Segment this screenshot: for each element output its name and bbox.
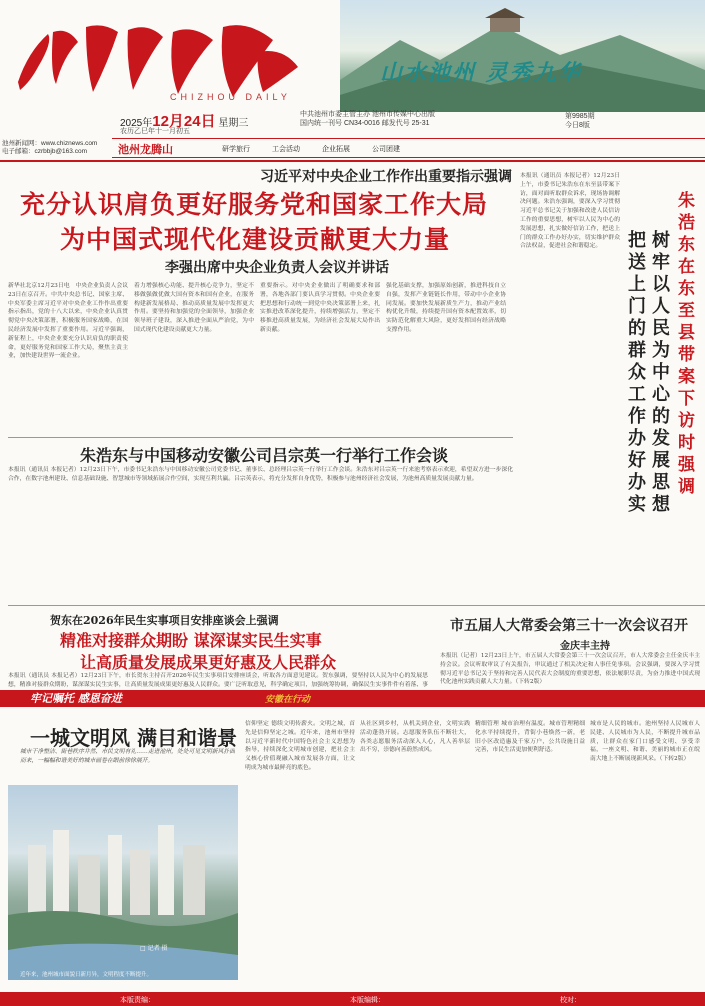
masthead-english-title: CHIZHOU DAILY (170, 92, 291, 102)
divider (8, 437, 513, 438)
article3-text: 本报讯（通讯员 本报记者）12月23日下午，市长贺东主持召开2026年民生实事项目安排座谈会，听取各方面意见建议。贺东强调，要坚持以人民为中心的发展思想，精准对接群众期盼，谋深谋实民生实事，让高质量发展成果更好惠及人民群众。要广泛听取意见，科学确定项目，加强统筹协调，确保民生实事件件有着落、事 (8, 673, 428, 688)
website-info: 池州新闻网：www.chiznews.com 电子邮箱：czrbbjb@163.com (2, 140, 98, 155)
lead-column-4: 强化基础支撑，加强原始创新，推进科技自立自强，发挥产业链链长作用，带动中小企业协同发展。要加快发展新质生产力，推动产业结构优化升级，持续提升国有资本配置效率，切实防范化解重大风险，更好发挥国有经济战略支撑作用。 (386, 283, 506, 333)
issue-date: 2025年12月24日 星期三 (120, 113, 249, 130)
ad-item: 工会活动 (272, 146, 300, 153)
side-vertical-head-1: 朱浩东在东至县带案下访时强调 (678, 191, 695, 497)
side-vertical-head-3: 把送上门的群众工作办好办实 (628, 230, 646, 515)
article3-headline-2: 让高质量发展成果更好惠及人民群众 (80, 653, 337, 672)
ad-item: 研学旅行 (222, 146, 250, 153)
photo-credit: □ 记者 摄 (140, 945, 168, 952)
photo-caption: 近年来，池州城市面貌日新月异，文明程度不断提升。 (20, 972, 153, 978)
feature-column-3: 精细管理 城市治理有温度。城市管理精细化水平持续提升，背街小巷焕然一新，老旧小区改造惠及千家万户，公共设施日益完善，市民生活更加便利舒适。 (475, 721, 585, 754)
article4-headline: 市五届人大常委会第三十一次会议召开 (450, 618, 688, 634)
page-footer (0, 992, 705, 1006)
feature-photo (8, 785, 238, 980)
article2-text: 本报讯（通讯员 本报记者）12月23日下午，市委书记朱浩东与中国移动安徽公司党委书记、董事长、总经理吕宗英一行举行工作会谈。朱浩东对吕宗英一行来池考察表示欢迎，希望双方进一步深化合作，在数字池州建设、信息基础设施、智慧城市等领域拓展合作空间，实现互利共赢。吕宗英表示，将充分发挥自身优势，积极参与池州经济社会发展，为池州高质量发展贡献力量。 (8, 467, 513, 482)
article3-kicker: 贺东在2026年民生实事项目安排座谈会上强调 (50, 614, 279, 627)
section-ribbon-subtitle: 安徽在行动 (265, 695, 311, 705)
lead-column-2: 着力增强核心功能、提升核心竞争力，坚定不移做强做优做大国有资本和国有企业，在服务构建新发展格局、推动高质量发展中发挥更大作用。要坚持和加强党的全面领导，加强企业领导班子建设，深入推进全面从严治党，为中国式现代化建设贡献更大力量。 (134, 283, 254, 333)
footer-proof: 校对： (560, 997, 581, 1004)
lead-subhead: 李强出席中央企业负责人会议并讲话 (165, 260, 389, 276)
lead-column-1: 新华社北京12月23日电 中央企业负责人会议23日在京召开。中共中央总书记、国家主席、中央军委主席习近平对中央企业工作作出重要指示指出，党的十八大以来，中央企业认真贯彻党中央决策部署，积极服务国家战略，在国民经济发展中发挥了重要作用。习近平强调，新征程上，中央企业要充分认识肩负的职责使命，更好服务党和国家工作大局，聚焦主责主业，加快建设世界一流企业。 (8, 283, 128, 360)
publisher-info: 中共池州市委主管主办 池州市传媒中心出版 国内统一刊号 CN34-0016 邮发代号 25-31 (300, 111, 435, 127)
ad-title: 池州龙腾山 (118, 144, 173, 156)
feature-intro: 城市干净整洁、街巷秩序井然、市民文明有礼……走进池州，处处可见文明新风扑面而来，一幅幅和谐美好的城市画卷在眼前徐徐展开。 (20, 749, 235, 764)
section-ribbon-title: 牢记嘱托 感恩奋进 (30, 692, 122, 705)
article2-headline: 朱浩东与中国移动安徽公司吕宗英一行举行工作会谈 (80, 446, 449, 465)
footer-editor: 本版责编： (120, 997, 155, 1004)
feature-headline: 一城文明风 满目和谐景 (30, 726, 237, 750)
article4-subhead: 金庆丰主持 (560, 641, 610, 652)
masthead-banner-slogan: 山水池州 灵秀九华 (380, 60, 582, 86)
article4-text: 本报讯（记者）12月23日上午，市五届人大常委会第三十一次会议召开，市人大常委会主任金庆丰主持会议。会议听取审议了有关报告，审议通过了相关决定和人事任免事项。会议强调，要深入学习贯彻习近平总书记关于坚持和完善人民代表大会制度的重要思想，依法履职尽责，为奋力推进中国式现代化池州实践贡献人大力量。（下转2版） (440, 653, 700, 686)
lead-headline-2: 为中国式现代化建设贡献更大力量 (60, 225, 451, 254)
city-skyline-image (8, 785, 238, 980)
lunar-date: 农历乙巳年十一月初五 (120, 128, 190, 135)
side-vertical-head-2: 树牢以人民为中心的发展思想 (652, 230, 670, 515)
feature-column-4: 城市是人民的城市。池州坚持人民城市人民建、人民城市为人民，不断提升城市品质，让群众在家门口感受文明、享受幸福，一座文明、和谐、美丽的城市正在皖南大地上不断展现新风采。（下转2版） (590, 721, 700, 763)
divider (8, 605, 705, 606)
feature-column-1: 信仰坚定 德续文明传薪火。文明之城，首先是信仰坚定之城。近年来，池州市坚持以习近平新时代中国特色社会主义思想为指导，持续深化文明城市创建，把社会主义核心价值观融入城市发展各方面，让文明成为城市最鲜亮的底色。 (245, 721, 355, 771)
lead-column-3: 重要指示。对中央企业做出了明确要求和部署，各地各部门要认真学习贯彻。中央企业要把思想和行动统一到党中央决策部署上来，扎实推进改革深化提升，持续增强活力，坚定不移推进高质量发展，为经济社会发展大局作出新贡献。 (260, 283, 380, 333)
footer-layout: 本版编辑： (350, 997, 385, 1004)
lead-kicker: 习近平对中央企业工作作出重要指示强调 (260, 169, 512, 185)
side-article-text: 本报讯（通讯员 本报记者）12月23日上午，市委书记朱浩东在东至县带案下访，面对面听取群众诉求，现场协调解决问题。朱浩东强调，要深入学习贯彻习近平总书记关于加强和改进人民信访工作的重要思想，树牢以人民为中心的发展思想，扎实做好信访工作，把送上门的群众工作办好办实，切实维护群众合法权益，促进社会和谐稳定。 (520, 173, 620, 250)
feature-column-2: 从社区到乡村，从机关到企业，文明实践活动蓬勃开展。志愿服务队伍不断壮大，各类志愿服务活动深入人心，凡人善举层出不穷，崇德向善蔚然成风。 (360, 721, 470, 754)
lead-headline-1: 充分认识肩负更好服务党和国家工作大局 (20, 190, 489, 219)
ad-item: 企业拓展 (322, 146, 350, 153)
masthead-rule (0, 160, 705, 162)
article3-headline-1: 精准对接群众期盼 谋深谋实民生实事 (60, 631, 322, 650)
ad-item: 公司团建 (372, 146, 400, 153)
ad-strip (112, 138, 705, 158)
issue-number: 第9985期 今日8版 (565, 113, 595, 129)
